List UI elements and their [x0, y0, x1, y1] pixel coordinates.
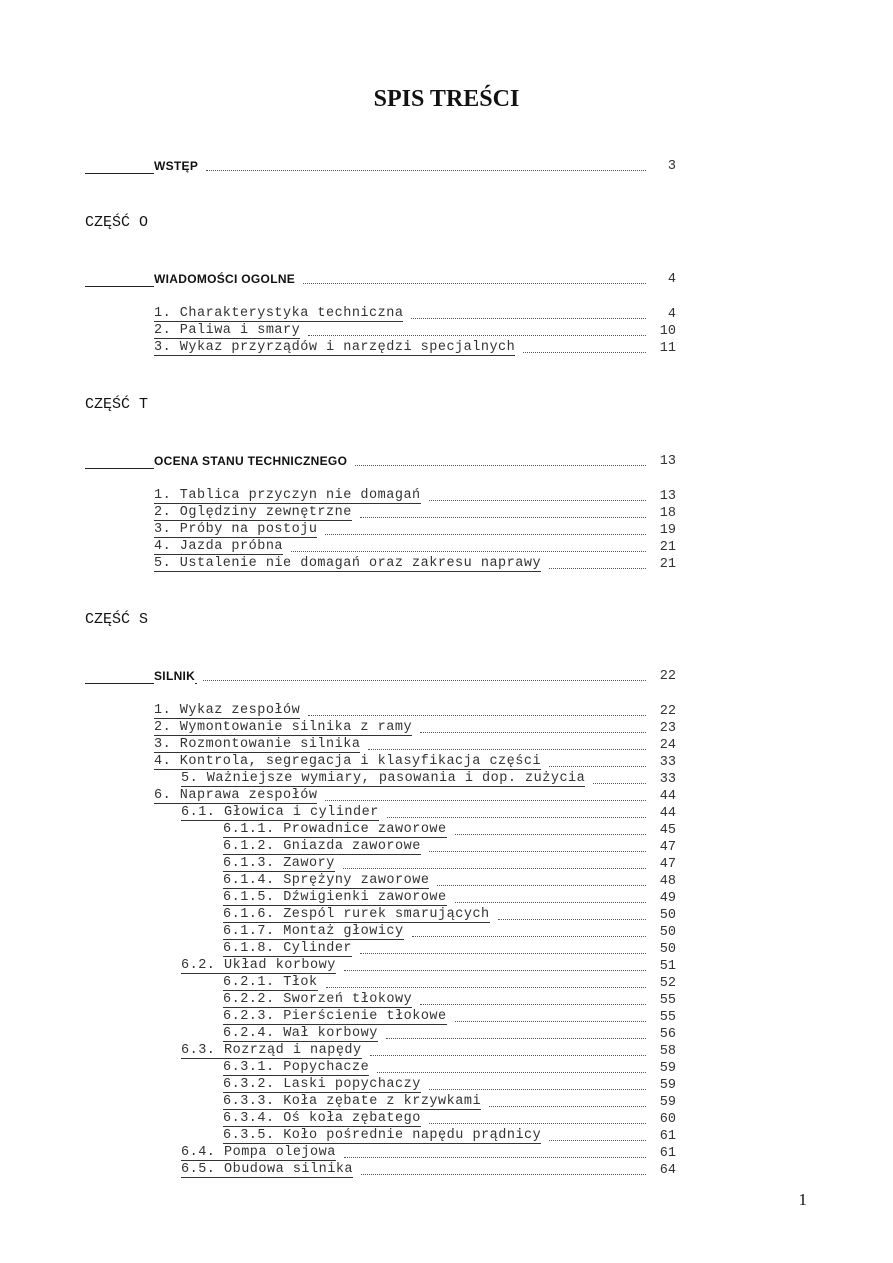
toc-entry[interactable] [154, 487, 676, 504]
toc-entry-page: 18 [659, 506, 676, 521]
toc-entry-page: 44 [659, 789, 676, 804]
toc-entry[interactable] [181, 770, 676, 787]
toc-entry[interactable] [154, 521, 676, 538]
toc-entry-label: 3. Próby na postoju [154, 522, 318, 537]
toc-entry-label: 6.2.1. Tłok [223, 975, 318, 990]
toc-entry-page: 33 [659, 772, 676, 787]
toc-entry-page: 47 [659, 857, 676, 872]
toc-entry[interactable] [223, 1008, 676, 1025]
toc-page: 22 [659, 669, 676, 684]
toc-entry-page: 13 [659, 489, 676, 504]
toc-entry[interactable] [223, 889, 676, 906]
toc-entry[interactable] [223, 872, 676, 889]
leader-dots [387, 817, 646, 818]
toc-entry-page: 50 [659, 925, 676, 940]
toc-entry[interactable] [181, 1144, 676, 1161]
leader-dots [429, 500, 646, 501]
toc-entry-page: 11 [659, 341, 676, 356]
page-title: SPIS TREŚCI [373, 86, 520, 112]
leader-dots [368, 749, 646, 750]
leader-dots [386, 1038, 646, 1039]
toc-entry[interactable] [154, 305, 676, 322]
part-heading-o: CZĘŚĆ O [85, 214, 149, 231]
toc-entry[interactable] [223, 821, 676, 838]
toc-label: WIADOMOŚCI OGOLNE [154, 272, 296, 286]
toc-entry-label: 6.3.4. Oś koła zębatego [223, 1111, 421, 1126]
toc-entry[interactable] [223, 940, 676, 957]
toc-entry-label: 6.3. Rozrząd i napędy [181, 1043, 362, 1058]
toc-entry-label: 6.3.2. Laski popychaczy [223, 1077, 421, 1092]
toc-entry-label: 6.1.8. Cylinder [223, 941, 353, 956]
leader-dots [549, 568, 646, 569]
toc-page: 4 [667, 272, 676, 287]
toc-entry-label: 6.1. Głowica i cylinder [181, 805, 379, 820]
toc-entry[interactable] [181, 1042, 676, 1059]
toc-section-silnik[interactable] [154, 667, 676, 684]
leader-dots [498, 919, 646, 920]
toc-entry-label: 6.1.2. Gniazda zaworowe [223, 839, 421, 854]
toc-entry-page: 61 [659, 1146, 676, 1161]
toc-entry-label: 6. Naprawa zespołów [154, 788, 318, 803]
toc-entry[interactable] [223, 838, 676, 855]
toc-entry-label: 6.2. Układ korbowy [181, 958, 336, 973]
leader-dots [360, 517, 646, 518]
toc-entry-label: 6.2.3. Pierścienie tłokowe [223, 1009, 447, 1024]
leader-dots [206, 170, 646, 171]
toc-entry-label: 6.1.4. Sprężyny zaworowe [223, 873, 430, 888]
toc-entry[interactable] [154, 702, 676, 719]
toc-entry[interactable] [154, 504, 676, 521]
leader-dots [344, 1157, 646, 1158]
toc-entry-page: 58 [659, 1044, 676, 1059]
leader-dots [411, 318, 646, 319]
toc-entry[interactable] [154, 339, 676, 356]
toc-entry-label: 6.1.3. Zawory [223, 856, 335, 871]
toc-entry-page: 52 [659, 976, 676, 991]
leader-dots [361, 1174, 646, 1175]
toc-entry-label: 5. Ustalenie nie domagań oraz zakresu naprawy [154, 556, 542, 571]
leader-dots [203, 680, 646, 681]
toc-page: 3 [667, 159, 676, 174]
toc-entry[interactable] [181, 1161, 676, 1178]
toc-entry-page: 50 [659, 908, 676, 923]
leader-dots [523, 352, 646, 353]
toc-entry-label: 6.2.4. Wał korbowy [223, 1026, 378, 1041]
toc-entry-page: 44 [659, 806, 676, 821]
toc-label: OCENA STANU TECHNICZNEGO [154, 454, 348, 468]
toc-entry-page: 61 [659, 1129, 676, 1144]
leader-dots [344, 970, 646, 971]
toc-entry-page: 24 [659, 738, 676, 753]
toc-entry-label: 6.3.1. Popychacze [223, 1060, 370, 1075]
toc-entry[interactable] [223, 1093, 676, 1110]
leader-dots [355, 465, 646, 466]
leader-dots [593, 783, 646, 784]
toc-entry-page: 64 [659, 1163, 676, 1178]
toc-entry-page: 23 [659, 721, 676, 736]
toc-entry[interactable] [154, 787, 676, 804]
leader-dots [291, 551, 646, 552]
toc-entry-page: 21 [659, 557, 676, 572]
toc-entry-page: 59 [659, 1061, 676, 1076]
toc-entry-label: 4. Kontrola, segregacja i klasyfikacja części [154, 754, 542, 769]
leader-dots [455, 1021, 646, 1022]
toc-entry-label: 3. Wykaz przyrządów i narzędzi specjalnych [154, 340, 516, 355]
toc-entry[interactable] [223, 974, 676, 991]
toc-entry-label: 2. Oględziny zewnętrzne [154, 505, 352, 520]
leader-dots [549, 1140, 646, 1141]
toc-entry-page: 55 [659, 1010, 676, 1025]
leader-dots [326, 987, 646, 988]
toc-section-wstep[interactable] [154, 157, 676, 174]
toc-label: WSTĘP [154, 159, 199, 173]
toc-entry[interactable] [223, 855, 676, 872]
toc-entry[interactable] [223, 1025, 676, 1042]
leader-dots [429, 1089, 646, 1090]
leader-dots [308, 715, 646, 716]
toc-entry-page: 55 [659, 993, 676, 1008]
toc-entry-label: 6.2.2. Sworzeń tłokowy [223, 992, 413, 1007]
toc-entry[interactable] [181, 804, 676, 821]
toc-entry-page: 60 [659, 1112, 676, 1127]
toc-entry[interactable] [154, 736, 676, 753]
leader-dots [429, 1123, 646, 1124]
toc-entry-label: 6.1.6. Zespól rurek smarujących [223, 907, 490, 922]
leader-dots [325, 800, 646, 801]
toc-entry[interactable] [154, 538, 676, 555]
part-heading-s: CZĘŚĆ S [85, 611, 149, 628]
toc-entry[interactable] [154, 719, 676, 736]
leader-dots [549, 766, 646, 767]
leader-dots [308, 335, 646, 336]
toc-section-wiadomosci[interactable] [154, 270, 676, 287]
toc-entry-label: 6.1.1. Prowadnice zaworowe [223, 822, 447, 837]
leader-dots [377, 1072, 646, 1073]
toc-entry-page: 59 [659, 1095, 676, 1110]
toc-entry-label: 6.3.5. Koło pośrednie napędu prądnicy [223, 1128, 542, 1143]
toc-entry[interactable] [223, 1127, 676, 1144]
toc-entry[interactable] [223, 991, 676, 1008]
leader-dots [370, 1055, 646, 1056]
toc-entry-page: 50 [659, 942, 676, 957]
toc-entry-label: 4. Jazda próbna [154, 539, 284, 554]
toc-page: 13 [659, 454, 676, 469]
leader-dots [360, 953, 646, 954]
leader-dots [455, 834, 646, 835]
toc-label: SILNIK [154, 669, 196, 683]
toc-entry-label: 2. Wymontowanie silnika z ramy [154, 720, 413, 735]
toc-entry-page: 48 [659, 874, 676, 889]
toc-entry[interactable] [223, 923, 676, 940]
toc-entry[interactable] [223, 1076, 676, 1093]
toc-entry-page: 19 [659, 523, 676, 538]
toc-entry-label: 6.1.5. Dźwigienki zaworowe [223, 890, 447, 905]
leader-dots [420, 732, 646, 733]
toc-entry[interactable] [181, 957, 676, 974]
leader-dots [303, 283, 646, 284]
toc-entry[interactable] [154, 322, 676, 339]
toc-entry-label: 6.5. Obudowa silnika [181, 1162, 354, 1177]
toc-entry-label: 1. Wykaz zespołów [154, 703, 301, 718]
toc-entry-page: 21 [659, 540, 676, 555]
toc-entry-page: 33 [659, 755, 676, 770]
toc-entry-page: 4 [667, 307, 676, 322]
toc-entry-page: 45 [659, 823, 676, 838]
toc-entry[interactable] [223, 906, 676, 923]
toc-entry-page: 10 [659, 324, 676, 339]
leader-dots [429, 851, 646, 852]
leader-dots [489, 1106, 646, 1107]
toc-entry-page: 47 [659, 840, 676, 855]
toc-entry-label: 6.4. Pompa olejowa [181, 1145, 336, 1160]
toc-entry-label: 5. Ważniejsze wymiary, pasowania i dop. zużycia [181, 771, 586, 786]
toc-entry-label: 3. Rozmontowanie silnika [154, 737, 361, 752]
toc-entry[interactable] [223, 1059, 676, 1076]
toc-entry[interactable] [154, 753, 676, 770]
leader-dots [420, 1004, 646, 1005]
part-heading-t: CZĘŚĆ T [85, 396, 149, 413]
leader-dots [437, 885, 646, 886]
toc-entry-page: 59 [659, 1078, 676, 1093]
toc-entry-label: 6.1.7. Montaż głowicy [223, 924, 404, 939]
page-number: 1 [798, 1190, 807, 1209]
toc-entry-label: 1. Tablica przyczyn nie domagań [154, 488, 421, 503]
toc-entry[interactable] [154, 555, 676, 572]
leader-dots [343, 868, 646, 869]
toc-entry-page: 49 [659, 891, 676, 906]
leader-dots [455, 902, 646, 903]
leader-dots [412, 936, 646, 937]
toc-entry-label: 1. Charakterystyka techniczna [154, 306, 404, 321]
toc-entry-page: 22 [659, 704, 676, 719]
toc-entry-page: 56 [659, 1027, 676, 1042]
toc-entry[interactable] [223, 1110, 676, 1127]
toc-section-ocena[interactable] [154, 452, 676, 469]
toc-entry-page: 51 [659, 959, 676, 974]
toc-entry-label: 2. Paliwa i smary [154, 323, 301, 338]
toc-entry-label: 6.3.3. Koła zębate z krzywkami [223, 1094, 482, 1109]
leader-dots [325, 534, 646, 535]
